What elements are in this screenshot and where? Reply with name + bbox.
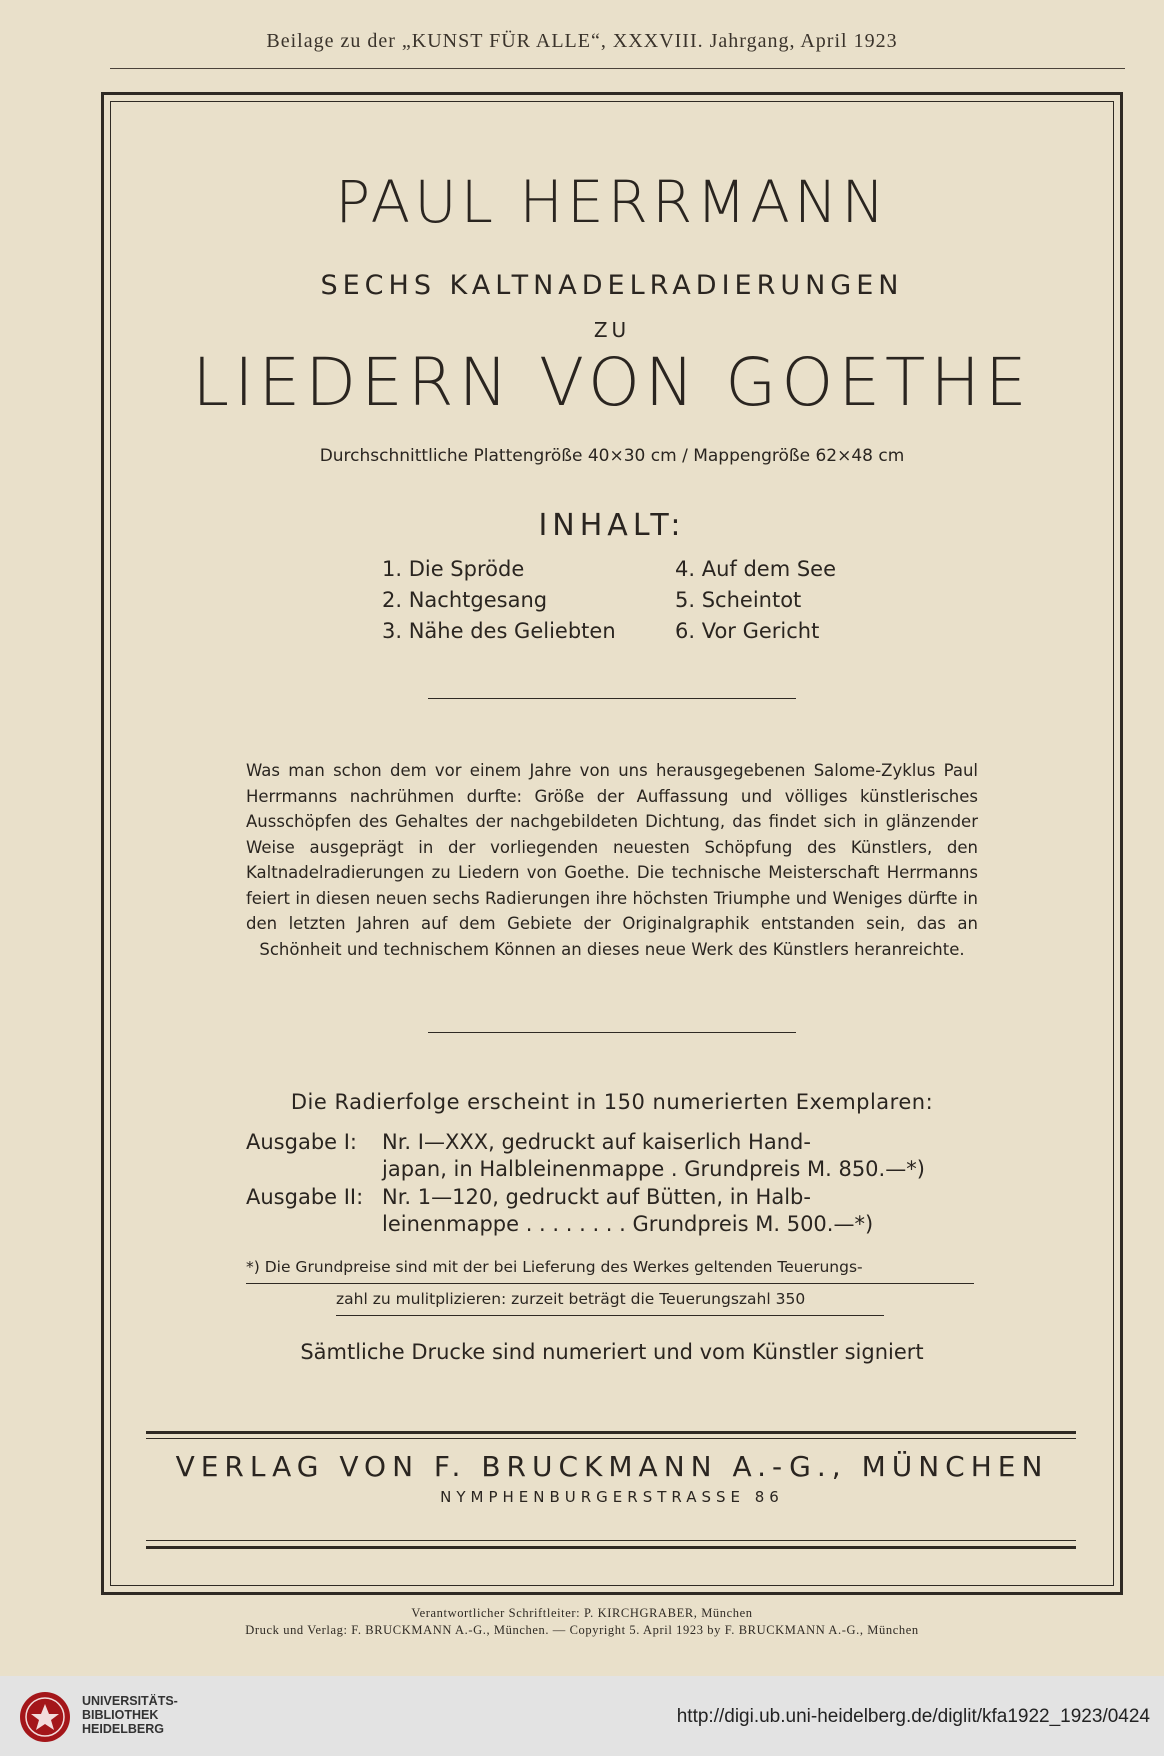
- signed-note: Sämtliche Drucke sind numeriert und vom Künstler signiert: [300, 1340, 924, 1364]
- publisher-name: VERLAG VON F. BRUCKMANN A.-G., MÜNCHEN: [175, 1450, 1049, 1483]
- page-header: Beilage zu der „KUNST FÜR ALLE“, XXXVIII. Jahrgang, April 1923: [266, 30, 898, 52]
- list-item: 4. Auf dem See: [675, 557, 837, 581]
- publisher-rule-bottom: [146, 1546, 1076, 1549]
- publisher-rule-top-thin: [146, 1438, 1076, 1439]
- edition2-line2: leinenmappe . . . . . . . . Grundpreis M. 500.—*): [382, 1212, 874, 1236]
- edition1-line2: japan, in Halbleinenmappe . Grundpreis M. 850.—*): [382, 1157, 925, 1181]
- imprint-line2: Druck und Verlag: F. BRUCKMANN A.-G., München. — Copyright 5. April 1923 by F. BRUCKMANN A.-G., München: [245, 1623, 919, 1637]
- divider-rule: [428, 698, 796, 699]
- title-connector: ZU: [593, 318, 631, 342]
- work-title: LIEDERN VON GOETHE: [192, 344, 1032, 421]
- list-item: 2. Nachtgesang: [382, 588, 548, 612]
- publisher-rule-top: [146, 1431, 1076, 1434]
- contents-list-left: [382, 554, 616, 647]
- divider-rule: [428, 1032, 796, 1033]
- footnote-line1: *) Die Grundpreise sind mit der bei Lieferung des Werkes geltenden Teuerungs-: [246, 1258, 863, 1276]
- subtitle: SECHS KALTNADELRADIERUNGEN: [320, 270, 904, 301]
- edition2-label: Ausgabe II:: [246, 1185, 364, 1209]
- publisher-rule-bottom-thin: [146, 1540, 1076, 1541]
- university-seal-icon: [18, 1690, 72, 1744]
- list-item: 5. Scheintot: [675, 588, 802, 612]
- digital-library-footer: [0, 1676, 1164, 1756]
- header-rule: [110, 68, 1125, 69]
- edition1-label: Ausgabe I:: [246, 1130, 358, 1154]
- source-url-link[interactable]: http://digi.ub.uni-heidelberg.de/diglit/kfa1922_1923/0424: [676, 1706, 1150, 1727]
- list-item: 3. Nähe des Geliebten: [382, 619, 616, 643]
- footnote-underline: [246, 1283, 974, 1284]
- edition1-line1: Nr. I—XXX, gedruckt auf kaiserlich Hand-: [382, 1130, 811, 1154]
- library-name: UNIVERSITÄTS- BIBLIOTHEK HEIDELBERG: [82, 1694, 178, 1736]
- description-paragraph: Was man schon dem vor einem Jahre von uns herausgegebenen Salome-Zyklus Paul Herrmanns nachrühmen durfte: Größe der Auffassung und völliges künstlerisches Ausschöpfen des Gehaltes der nachgebildeten Dichtung, das findet sich in glänzender Weise ausgeprägt in der vorliegenden neuesten Schöpfung des Künstlers, den Kaltnadelradierungen zu Liedern von Goethe. Die technische Meisterschaft Herrmanns feiert in diesen neuen sechs Radierungen ihre höchsten Triumphe und Weniges dürfte in den letzten Jahren auf dem Gebiete der Originalgraphik entstanden sein, das an Schönheit und technischem Können an dieses neue Werk des Künstlers heranreichte.: [246, 761, 978, 959]
- artist-name: PAUL HERRMANN: [335, 168, 889, 236]
- publisher-address: NYMPHENBURGERSTRASSE 86: [440, 1488, 784, 1506]
- dimensions-line: Durchschnittliche Plattengröße 40×30 cm / Mappengröße 62×48 cm: [319, 446, 905, 466]
- edition2-line1: Nr. 1—120, gedruckt auf Bütten, in Halb-: [382, 1185, 811, 1209]
- contents-list-right: [675, 554, 836, 647]
- footnote-underline: [336, 1315, 884, 1316]
- editions-title: Die Radierfolge erscheint in 150 numerierten Exemplaren:: [290, 1090, 934, 1114]
- contents-heading: INHALT:: [538, 508, 686, 543]
- list-item: 6. Vor Gericht: [675, 619, 820, 643]
- imprint-line1: Verantwortlicher Schriftleiter: P. KIRCHGRABER, München: [411, 1606, 753, 1620]
- footnote-line2: zahl zu mulitplizieren: zurzeit beträgt die Teuerungszahl 350: [336, 1290, 806, 1308]
- list-item: 1. Die Spröde: [382, 557, 525, 581]
